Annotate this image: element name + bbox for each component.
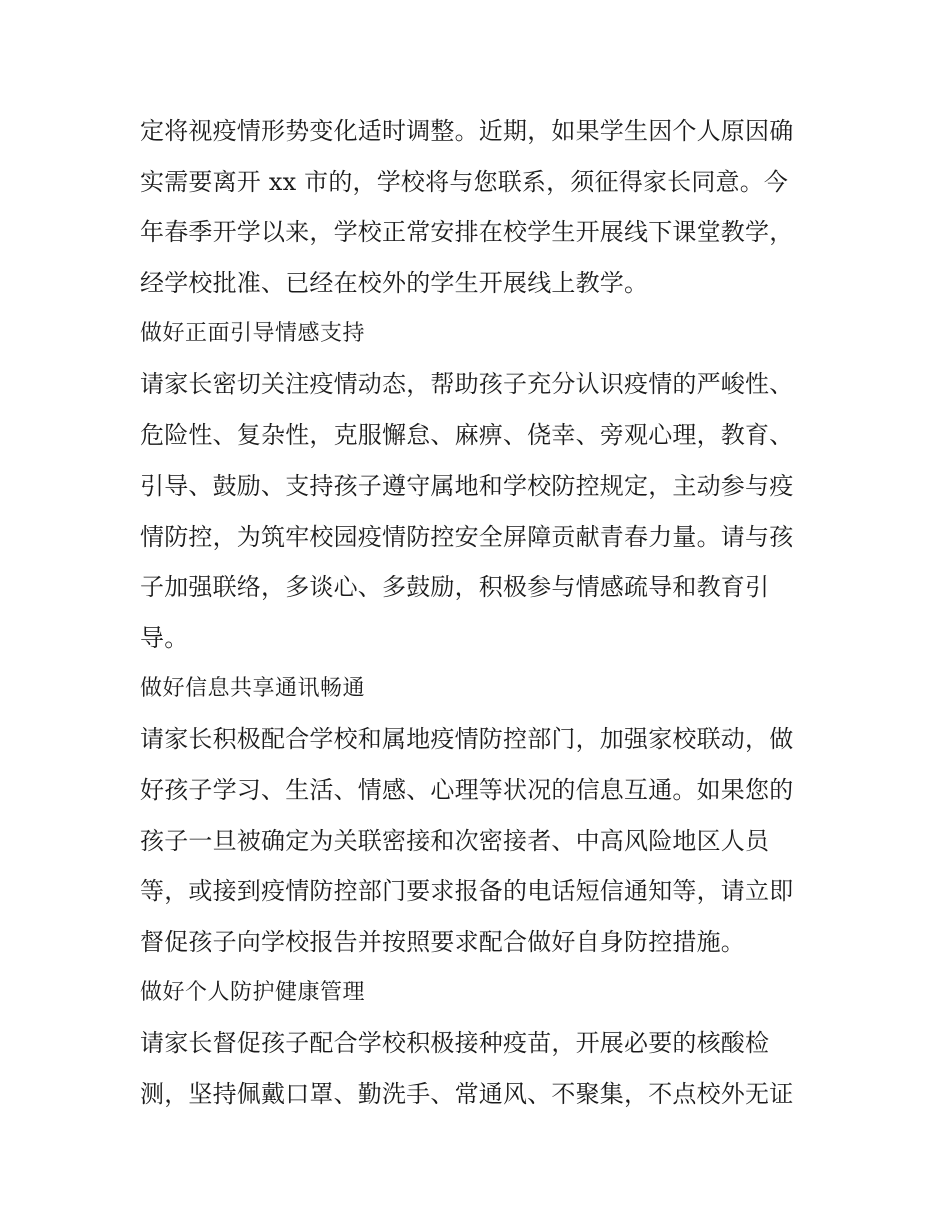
body-line: 测，坚持佩戴口罩、勤洗手、常通风、不聚集，不点校外无证 (140, 1080, 794, 1109)
body-line: 导。 (140, 623, 189, 652)
body-line: 好孩子学习、生活、情感、心理等状况的信息互通。如果您的 (140, 775, 794, 804)
body-line: 请家长积极配合学校和属地疫情防控部门，加强家校联动，做 (140, 725, 794, 754)
body-line: 孩子一旦被确定为关联密接和次密接者、中高风险地区人员 (140, 826, 770, 855)
body-line: 情防控，为筑牢校园疫情防控安全屏障贡献青春力量。请与孩 (140, 522, 794, 551)
body-line: 请家长督促孩子配合学校积极接种疫苗，开展必要的核酸检 (140, 1029, 770, 1058)
body-line: 督促孩子向学校报告并按照要求配合做好自身防控措施。 (140, 928, 745, 956)
body-line: 请家长密切关注疫情动态，帮助孩子充分认识疫情的严峻性、 (140, 370, 794, 399)
section-heading: 做好个人防护健康管理 (140, 979, 366, 1005)
body-line: 实需要离开 xx 市的，学校将与您联系，须征得家长同意。今 (140, 167, 789, 196)
body-line: 经学校批准、已经在校外的学生开展线上教学。 (140, 269, 649, 298)
document-body (140, 106, 830, 1120)
body-line: 引导、鼓励、支持孩子遵守属地和学校防控规定，主动参与疫 (140, 471, 794, 500)
body-line: 等，或接到疫情防控部门要求报备的电话短信通知等，请立即 (140, 877, 794, 906)
body-line: 年春季开学以来，学校正常安排在校学生开展线下课堂教学， (140, 218, 794, 247)
section-heading: 做好信息共享通讯畅通 (140, 675, 366, 701)
body-line: 定将视疫情形势变化适时调整。近期，如果学生因个人原因确 (140, 117, 794, 145)
body-line: 子加强联络，多谈心、多鼓励，积极参与情感疏导和教育引 (140, 573, 770, 602)
body-line: 危险性、复杂性，克服懈怠、麻痹、侥幸、旁观心理，教育、 (140, 421, 794, 450)
section-heading: 做好正面引导情感支持 (140, 320, 366, 346)
